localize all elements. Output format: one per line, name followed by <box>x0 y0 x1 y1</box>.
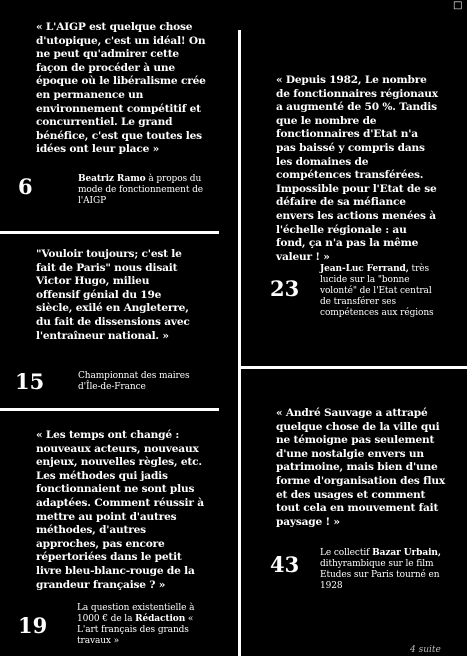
quote-aigp: « L'AIGP est quelque chose d'utopique, c'est un idéal! On ne peut qu'admirer cette façon de procéder à une époque où le libéralisme crée en permanence un environnement compétitif et concurrentiel. Le grand bénéfice, c'est que toutes les idées ont leur place » <box>36 21 206 156</box>
author-name: Jean-Luc Ferrand, <box>320 264 409 274</box>
window-corner-mark: □ <box>453 0 463 11</box>
page-number-15: 15 <box>15 369 45 394</box>
author-name: Bazar Urbain, <box>372 548 441 558</box>
quote-temps-ont-change: « Les temps ont changé : nouveaux acteurs, nouveaux enjeux, nouvelles règles, etc. Les méthodes qui jadis fonctionnaient ne sont plus adaptées. Comment réussir à mettre au point d'autres méthodes, d'autres approches, pas encore répertoriées dans le petit livre bleu-blanc-rouge de la grandeur française ? » <box>36 429 204 591</box>
quote-andre-sauvage: « André Sauvage a attrapé quelque chose de la ville qui ne témoigne pas seulement d'une nostalgie envers un patrimoine, mais bien d'une forme d'organisation des flux et des usages et comment tout cela en mouvement fait paysage ! » <box>276 407 445 528</box>
caption-text: à propos du mode de fonctionnement de l'AIGP <box>78 174 203 206</box>
center-divider <box>238 30 241 656</box>
quote-fonctionnaires: « Depuis 1982, Le nombre de fonctionnaires régionaux a augmenté de 50 %. Tandis que le nombre de fonctionnaires d'Etat n'a pas baissé y compris dans les domaines de compétences transférées. Impossible pour l'Etat de se défaire de sa méfiance envers les actions menées à l'échelle régionale : au fond, ça n'a pas la même valeur ! » <box>276 74 438 263</box>
caption-redaction <box>77 603 202 647</box>
page-number-19: 19 <box>18 613 48 638</box>
caption-beatriz-ramo <box>78 174 218 207</box>
caption-text: dithyrambique sur le film Etudes sur Paris tourné en 1928 <box>320 559 440 591</box>
caption-championnat: Championnat des maires d'Île-de-France <box>78 371 190 392</box>
caption-jean-luc-ferrand <box>320 264 445 319</box>
caption-bazar-urbain <box>320 548 448 592</box>
caption-text: « L'art français des grands travaux » <box>77 614 194 646</box>
continuation-note: 4 suite <box>410 645 441 655</box>
page-number-6: 6 <box>18 174 33 199</box>
quote-victor-hugo: "Vouloir toujours; c'est le fait de Paris" nous disait Victor Hugo, milieu offensif génial du 19e siècle, exilé en Angleterre, du fait de dissensions avec l'entraîneur national. » <box>36 248 190 342</box>
caption-text: très lucide sur la "bonne volonté" de l'Etat central de transférer ses compétences aux régions <box>320 264 434 318</box>
divider-right-1 <box>240 366 467 369</box>
caption-text: La question existentielle à 1000 € de la <box>77 603 195 624</box>
divider-left-1 <box>0 231 219 234</box>
divider-left-2 <box>0 408 219 411</box>
caption-text: Le collectif <box>320 548 373 558</box>
author-name: Rédaction <box>135 614 186 624</box>
page-number-43: 43 <box>270 552 300 577</box>
author-name: Beatriz Ramo <box>78 174 146 184</box>
page-number-23: 23 <box>270 276 300 301</box>
